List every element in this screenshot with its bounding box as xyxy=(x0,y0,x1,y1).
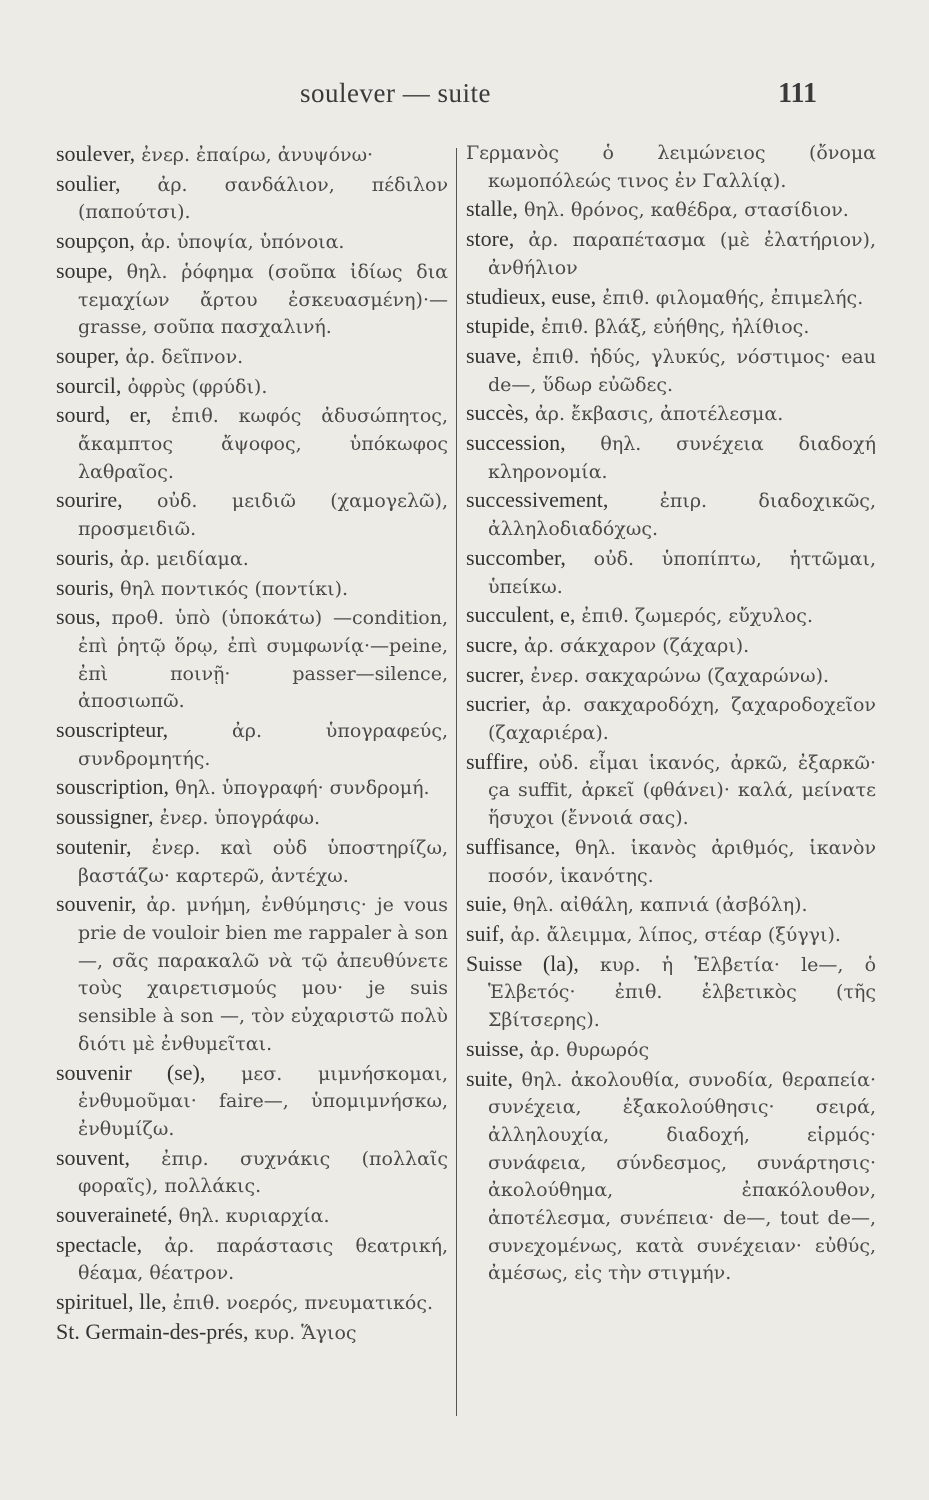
entry-headword: sous, xyxy=(56,604,101,630)
entry-headword: sourcil, xyxy=(56,372,122,398)
dictionary-entry xyxy=(56,227,448,257)
entry-headword: stupide, xyxy=(466,313,536,339)
entry-headword: suffisance, xyxy=(466,833,561,859)
entry-gloss: οὐδ. μειδιῶ (χαμογελῶ), προσμειδιῶ. xyxy=(78,490,448,541)
entry-gloss: ἐπιρ. διαδοχικῶς, ἀλληλοδιαδόχως. xyxy=(488,490,876,541)
entry-headword: soupe, xyxy=(56,257,113,283)
entry-headword: soulever, xyxy=(56,141,136,166)
entry-gloss: θηλ. συνέχεια διαδοχή κληρονομία. xyxy=(488,433,877,483)
entry-gloss: ἐνερ. ὑπογράφω. xyxy=(159,807,321,830)
entry-gloss: κυρ. ἡ Ἑλβετία· le—, ὁ Ἑλβετός· ἐπιθ. ἑλβετικὸς (τῆς Σβίτσερης). xyxy=(488,953,877,1032)
right-column xyxy=(466,140,876,1288)
entry-gloss: θηλ. κυριαρχία. xyxy=(178,1205,330,1228)
entry-gloss: ὀφρὺς (φρύδι). xyxy=(127,375,268,398)
dictionary-entry xyxy=(466,342,876,399)
entry-headword: spirituel, lle, xyxy=(56,1289,167,1315)
entry-gloss: θηλ. αἰθάλη, καπνιά (ἀσβόλη). xyxy=(513,894,808,917)
entry-gloss: θηλ. ἱκανὸς ἀριθμός, ἱκανὸν ποσόν, ἱκανότης. xyxy=(488,836,876,887)
dictionary-entry xyxy=(466,601,876,631)
dictionary-entry xyxy=(466,631,876,661)
dictionary-entry xyxy=(466,195,876,225)
entry-headword: souvent, xyxy=(56,1144,130,1170)
entry-gloss: ἀρ. σανδάλιον, πέδιλον (παπούτσι). xyxy=(78,173,448,224)
entry-gloss: θηλ. ὑπογραφή· συνδρομή. xyxy=(175,777,430,800)
dictionary-entry xyxy=(56,773,448,803)
dictionary-entry xyxy=(466,950,876,1035)
dictionary-entry xyxy=(466,833,876,890)
entry-gloss: Γερμανὸς ὁ λειμώνειος (ὄνομα κωμοπόλεώς τινος ἐν Γαλλίᾳ). xyxy=(466,142,876,192)
dictionary-entry xyxy=(56,890,448,1058)
entry-headword: succès, xyxy=(466,400,529,426)
entry-gloss: ἀρ. μειδίαμα. xyxy=(120,547,249,570)
entry-headword: souvenir (se), xyxy=(56,1059,206,1085)
entry-gloss: ἐνερ. σακχαρώνω (ζαχαρώνω). xyxy=(530,664,830,687)
entry-gloss: ἀρ. ὑποψία, ὑπόνοια. xyxy=(140,231,345,254)
dictionary-entry xyxy=(56,401,448,486)
dictionary-entry xyxy=(56,257,448,342)
entry-gloss: ἐπιθ. ἡδύς, γλυκύς, νόστιμος· eau de—, ὕδωρ εὐῶδες. xyxy=(488,345,876,396)
entry-headword: souper, xyxy=(56,342,120,368)
entry-headword: suite, xyxy=(466,1065,514,1091)
entry-headword: Suisse (la), xyxy=(466,950,579,976)
entry-gloss: θηλ. ῥόφημα (σοῦπα ἰδίως δια τεμαχίων ἄρτου ἐσκευασμένη)·—grasse, σοῦπα πασχαλινή. xyxy=(78,260,448,339)
entry-headword: soutenir, xyxy=(56,833,132,859)
entry-headword: suif, xyxy=(466,920,505,946)
dictionary-entry xyxy=(466,748,876,833)
entry-gloss: θηλ. θρόνος, καθέδρα, στασίδιον. xyxy=(523,199,849,222)
entry-gloss: ἐνερ. καὶ οὐδ ὑποστηρίζω, βαστάζω· καρτερῶ, ἀντέχω. xyxy=(78,836,449,887)
entry-gloss: ἐπιθ. βλάξ, εὐήθης, ἠλίθιος. xyxy=(541,316,810,339)
entry-headword: succulent, e, xyxy=(466,602,576,628)
dictionary-entry xyxy=(56,833,448,890)
entry-gloss: ἐπιθ. ζωμερός, εὔχυλος. xyxy=(581,605,813,628)
entry-gloss: μεσ. μιμνήσκομαι, ἐνθυμοῦμαι· faire—, ὑπομιμνήσκω, ἐνθυμίζω. xyxy=(78,1062,448,1140)
entry-gloss: ἐπιθ. κωφός ἀδυσώπητος, ἄκαμπτος ἄψοφος, ὑπόκωφος λαθραῖος. xyxy=(78,405,448,483)
entry-gloss: ἐπιθ. φιλομαθής, ἐπιμελής. xyxy=(602,286,864,309)
entry-headword: St. Germain-des-prés, xyxy=(56,1318,249,1344)
dictionary-entry xyxy=(466,661,876,691)
entry-gloss: ἐνερ. ἐπαίρω, ἀνυψόνω· xyxy=(141,144,374,166)
entry-gloss: ἀρ. σάκχαρον (ζάχαρι). xyxy=(523,634,750,657)
column-divider xyxy=(456,148,457,1416)
dictionary-entry xyxy=(466,225,876,282)
entry-headword: sourd, er, xyxy=(56,402,152,428)
entry-headword: succomber, xyxy=(466,544,566,570)
entry-gloss: ἀρ. μνήμη, ἐνθύμησις· je vous prie de vouloir bien me rappaler à son—, σᾶς παρακαλῶ νὰ τῷ ἀπευθύνετε τοὺς χαιρετισμούς μου· je suis sensible à son —, τὸν εὐχαριστῶ πολὺ διότι μὲ ἐνθυμεῖται. xyxy=(78,894,448,1055)
dictionary-entry xyxy=(466,429,876,486)
dictionary-entry xyxy=(466,890,876,920)
entry-headword: sourire, xyxy=(56,487,123,513)
dictionary-entry xyxy=(466,140,876,195)
entry-gloss: ἀρ. ὑπογραφεύς, συνδρομητής. xyxy=(78,720,448,770)
entry-headword: soulier, xyxy=(56,170,121,196)
dictionary-entry xyxy=(56,170,448,227)
entry-gloss: κυρ. Ἅγιος xyxy=(254,1321,357,1344)
entry-headword: sucre, xyxy=(466,631,518,657)
entry-gloss: ἀρ. θυρωρός xyxy=(530,1038,650,1061)
dictionary-entry xyxy=(56,1144,448,1201)
entry-headword: store, xyxy=(466,226,515,252)
left-column xyxy=(56,140,448,1348)
entry-gloss: ἀρ. ἄλειμμα, λίπος, στέαρ (ξύγγι). xyxy=(510,923,841,946)
entry-headword: souris, xyxy=(56,574,115,600)
entry-gloss: θηλ ποντικός (ποντίκι). xyxy=(120,577,349,600)
dictionary-entry xyxy=(56,140,448,170)
entry-gloss: ἀρ. παράστασις θεατρική, θέαμα, θέατρον. xyxy=(78,1234,448,1285)
entry-gloss: οὐδ. εἶμαι ἱκανός, ἀρκῶ, ἐξαρκῶ· ça suffit, ἀρκεῖ (φθάνει)· καλά, μείνατε ἥσυχοι (ἔννοιά σας). xyxy=(488,751,876,830)
dictionary-entry xyxy=(56,544,448,574)
dictionary-entry xyxy=(56,1318,448,1348)
entry-gloss: οὐδ. ὑποπίπτω, ἡττῶμαι, ὑπείκω. xyxy=(488,547,876,598)
entry-headword: soupçon, xyxy=(56,228,135,254)
dictionary-entry xyxy=(56,803,448,833)
entry-gloss: ἐπιρ. συχνάκις (πολλαῖς φοραῖς), πολλάκις. xyxy=(78,1147,448,1198)
entry-headword: spectacle, xyxy=(56,1231,143,1257)
entry-gloss: θηλ. ἀκολουθία, συνοδία, θεραπεία· συνέχεια, ἐξακολούθησις· σειρά, ἀλληλουχία, διαδοχή, εἱρμός· συνάφεια, σύνδεσμος, συνάρτησις· ἀκολούθημα, ἐπακόλουθον, ἀποτέλεσμα, συνέπεια· de—, tout de—, συνεχομένως, κατὰ συνέχειαν· εὐθύς, ἀμέσως, εἰς τὴν στιγμήν. xyxy=(488,1068,876,1285)
dictionary-entry xyxy=(56,1201,448,1231)
entry-headword: suffire, xyxy=(466,748,529,774)
entry-gloss: ἀρ. δεῖπνον. xyxy=(125,345,244,368)
dictionary-entry xyxy=(466,486,876,543)
entry-headword: souveraineté, xyxy=(56,1202,173,1228)
dictionary-entry xyxy=(466,920,876,950)
entry-gloss: ἀρ. σακχαροδόχη, ζαχαροδοχεῖον (ζαχαριέρα). xyxy=(488,694,876,745)
dictionary-entry xyxy=(466,690,876,747)
dictionary-entry xyxy=(56,372,448,402)
dictionary-entry xyxy=(466,1035,876,1065)
dictionary-entry xyxy=(56,603,448,716)
entry-headword: souvenir, xyxy=(56,891,137,917)
entry-gloss: προθ. ὑπὸ (ὑποκάτω) —condition, ἐπὶ ῥητῷ ὅρῳ, ἐπὶ συμφωνίᾳ·—peine, ἐπὶ ποινῇ· passer—silence, ἀποσιωπῶ. xyxy=(78,607,449,713)
entry-gloss: ἐπιθ. νοερός, πνευματικός. xyxy=(172,1292,434,1315)
dictionary-entry xyxy=(466,283,876,313)
entry-headword: suisse, xyxy=(466,1035,525,1061)
dictionary-entry xyxy=(466,544,876,601)
dictionary-entry xyxy=(56,574,448,604)
page-number: 111 xyxy=(778,78,817,109)
dictionary-entry xyxy=(56,1288,448,1318)
dictionary-entry xyxy=(56,1059,448,1144)
entry-headword: stalle, xyxy=(466,196,518,222)
entry-headword: successivement, xyxy=(466,487,609,513)
running-head-title: soulever — suite xyxy=(300,78,491,108)
entry-gloss: ἀρ. παραπέτασμα (μὲ ἐλατήριον), ἀνθήλιον xyxy=(488,229,877,279)
entry-headword: studieux, euse, xyxy=(466,283,597,309)
entry-headword: suave, xyxy=(466,342,522,368)
entry-headword: souscripteur, xyxy=(56,717,169,743)
entry-gloss: ἀρ. ἔκβασις, ἀποτέλεσμα. xyxy=(534,403,784,426)
entry-headword: sucrer, xyxy=(466,661,525,687)
dictionary-entry xyxy=(56,716,448,773)
dictionary-entry xyxy=(56,342,448,372)
running-head xyxy=(0,78,929,118)
entry-headword: souscription, xyxy=(56,774,170,800)
entry-headword: suie, xyxy=(466,891,507,917)
entry-headword: sucrier, xyxy=(466,691,531,717)
entry-headword: souris, xyxy=(56,544,115,570)
dictionary-entry xyxy=(466,399,876,429)
dictionary-entry xyxy=(56,1231,448,1288)
entry-headword: soussigner, xyxy=(56,804,154,830)
dictionary-entry xyxy=(466,312,876,342)
dictionary-entry xyxy=(466,1065,876,1289)
entry-headword: succession, xyxy=(466,430,566,456)
dictionary-entry xyxy=(56,486,448,543)
